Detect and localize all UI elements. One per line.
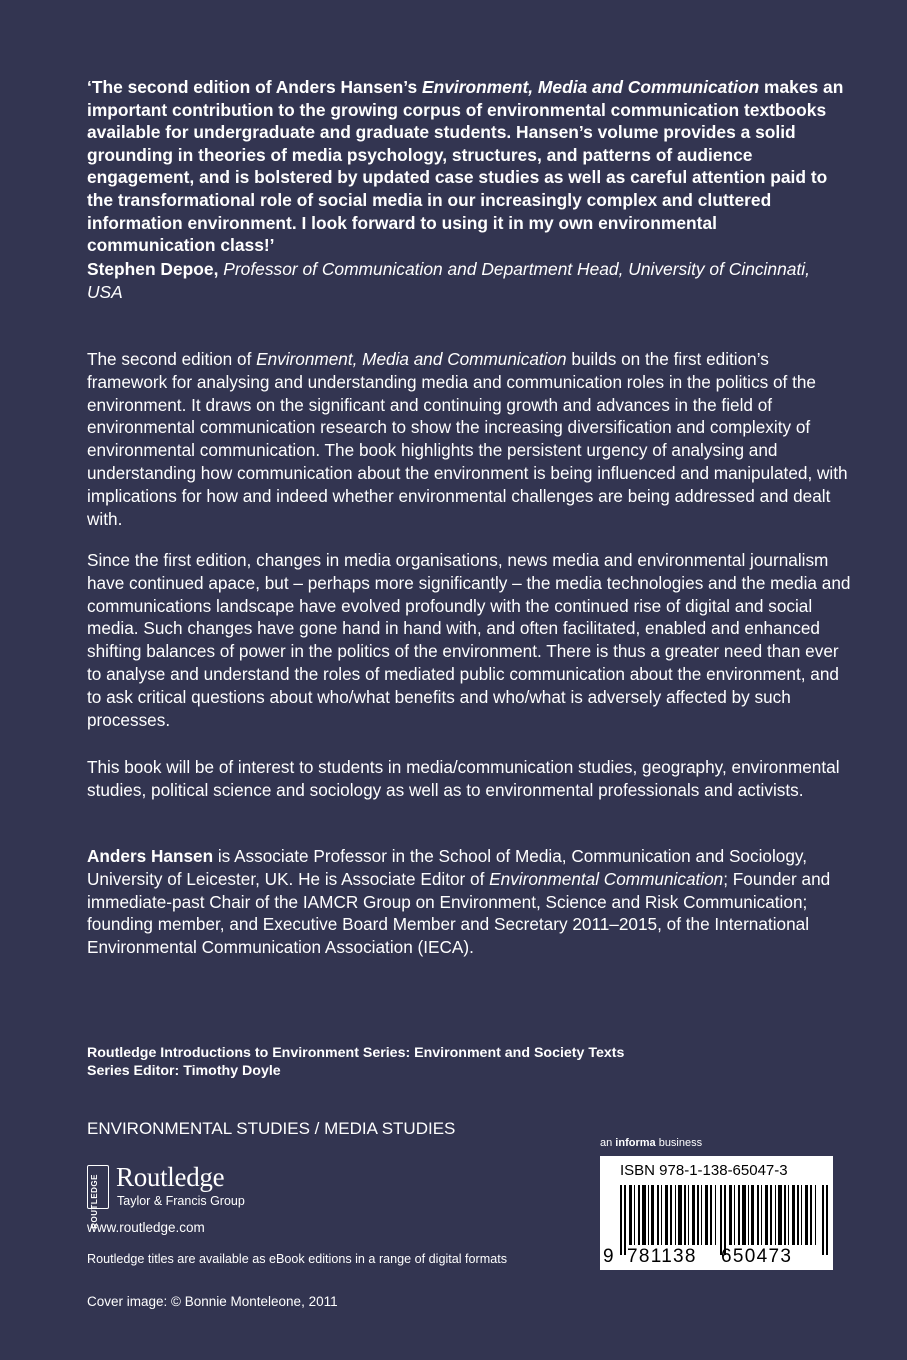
description-book-title: Environment, Media and Communication bbox=[256, 349, 567, 369]
publisher-website: www.routledge.com bbox=[87, 1220, 205, 1235]
logo-mark-text: ROUTLEDGE bbox=[90, 1174, 99, 1229]
publisher-group: Taylor & Francis Group bbox=[117, 1194, 245, 1208]
cover-credit: Cover image: © Bonnie Monteleone, 2011 bbox=[87, 1294, 338, 1309]
endorser-role: Professor of Communication and Department Head, University of Cincinnati, USA bbox=[87, 259, 810, 302]
informa-brand: informa bbox=[615, 1137, 656, 1149]
routledge-mark-icon bbox=[87, 1165, 109, 1229]
informa-suffix: business bbox=[655, 1137, 703, 1149]
barcode-icon bbox=[620, 1185, 830, 1255]
description-paragraph-2: Since the first edition, changes in media organisations, news media and environmental journalism have continued apace, but – perhaps more significantly – the media technologies and the media and communications landscape have evolved profoundly with the continued rise of digital and social media. Such changes have gone hand in hand with, and often facilitated, enabled and enhanced shifting balances of power in the politics of the environment. There is thus a greater need than ever to analyse and understand the roles of mediated public communication about the environment, and to ask critical questions about who/what benefits and who/what is adversely affected by such processes. bbox=[87, 550, 851, 730]
endorsement-attribution bbox=[87, 258, 847, 303]
description-text: builds on the first edition’s framework for analysing and understanding media and communication roles in the politics of the environment. It draws on the significant and continuing growth and advances in the field of environmental communication research to show the increasing diversification and complexity of environmental communication. The book highlights the persistent urgency of analysing and understanding how communication about the environment is being influenced and manipulated, with implications for how and indeed whether environmental challenges are being addressed and dealt with. bbox=[87, 349, 848, 529]
author-bio bbox=[87, 845, 852, 959]
series-title: Routledge Introductions to Environment Series: Environment and Society Texts bbox=[87, 1045, 625, 1061]
description-text: The second edition of bbox=[87, 349, 257, 369]
description-paragraph-3: This book will be of interest to students in media/communication studies, geography, environmental studies, political science and sociology as well as to environmental professionals and activists. bbox=[87, 757, 840, 800]
barcode-box bbox=[600, 1156, 833, 1270]
endorsement-quote bbox=[87, 76, 847, 257]
description-paragraph-1 bbox=[87, 348, 852, 530]
author-bio-text: ; Founder and immediate-past Chair of the IAMCR Group on Environment, Science and Risk Communication; founding member, and Executive Board Member and Secretary 2011–2015, of the International Environmental Communication Association (IECA). bbox=[87, 868, 831, 958]
series-editor: Series Editor: Timothy Doyle bbox=[87, 1063, 281, 1080]
subject-category: ENVIRONMENTAL STUDIES / MEDIA STUDIES bbox=[87, 1119, 456, 1138]
barcode-digit-group-1: 781138 bbox=[627, 1246, 697, 1267]
quote-book-title: Environment, Media and Communication bbox=[421, 77, 760, 97]
author-bio-text: is Associate Professor in the School of Media, Communication and Sociology, University of Leicester, UK. He is Associate Editor of bbox=[87, 846, 807, 889]
endorser-name: Stephen Depoe, bbox=[87, 259, 219, 279]
isbn-label: ISBN 978-1-138-65047-3 bbox=[620, 1162, 788, 1179]
informa-tagline bbox=[600, 1136, 702, 1150]
publisher-name: Routledge bbox=[116, 1162, 225, 1192]
ebook-note: Routledge titles are available as eBook editions in a range of digital formats bbox=[87, 1252, 508, 1266]
journal-title: Environmental Communication bbox=[489, 868, 724, 889]
barcode-digit-first: 9 bbox=[603, 1246, 614, 1267]
author-name: Anders Hansen bbox=[87, 846, 214, 866]
quote-text: makes an important contribution to the growing corpus of environmental communication textbooks available for undergraduate and graduate students. Hansen’s volume provides a solid grounding in theories of media psychology, structures, and patterns of audience engagement, and is bolstered by updated case studies as well as careful attention paid to the transformational role of social media in our increasingly complex and cluttered information environment. I look forward to using it in my own environmental communication class!’ bbox=[87, 77, 844, 256]
series-info bbox=[87, 1044, 787, 1080]
quote-opening: ‘The second edition of Anders Hansen’s bbox=[87, 77, 422, 97]
barcode-digit-group-2: 650473 bbox=[721, 1246, 793, 1267]
informa-prefix: an bbox=[600, 1137, 616, 1149]
